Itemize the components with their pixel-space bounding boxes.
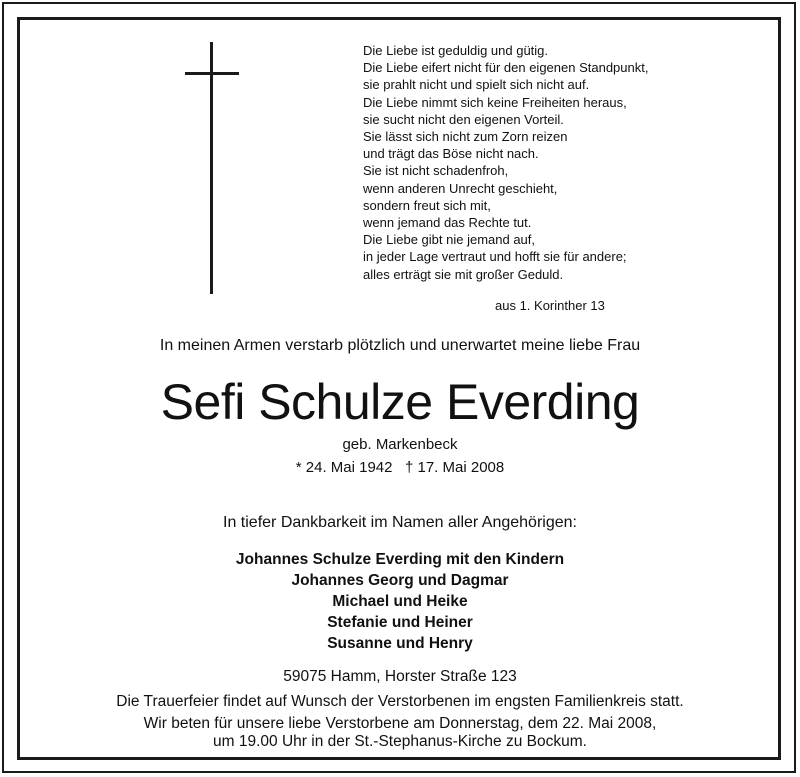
life-dates: * 24. Mai 1942 † 17. Mai 2008 bbox=[295, 459, 505, 476]
verse-line: wenn anderen Unrecht geschieht, bbox=[363, 180, 558, 196]
verse-line: sie prahlt nicht und spielt sich nicht auf. bbox=[363, 77, 590, 93]
verse-line: alles erträgt sie mit großer Geduld. bbox=[363, 266, 564, 282]
verse-source: aus 1. Korinther 13 bbox=[495, 298, 605, 313]
address-line: 59075 Hamm, Horster Straße 123 bbox=[283, 668, 517, 685]
mourners-list bbox=[0, 549, 800, 654]
maiden-name: geb. Markenbeck bbox=[342, 436, 458, 453]
mourner-entry: Michael und Heike bbox=[332, 593, 468, 610]
verse-line: Die Liebe eifert nicht für den eigenen Standpunkt, bbox=[363, 60, 649, 76]
prayer-line: um 19.00 Uhr in der St.-Stephanus-Kirche zu Bockum. bbox=[213, 733, 587, 750]
bible-verse bbox=[363, 42, 723, 313]
verse-line: und trägt das Böse nicht nach. bbox=[363, 146, 539, 162]
verse-line: in jeder Lage vertraut und hofft sie für andere; bbox=[363, 249, 627, 265]
mourner-entry: Johannes Schulze Everding mit den Kindern bbox=[235, 551, 565, 568]
verse-line: Die Liebe nimmt sich keine Freiheiten heraus, bbox=[363, 94, 627, 110]
verse-line: Die Liebe ist geduldig und gütig. bbox=[363, 43, 549, 58]
verse-line: wenn jemand das Rechte tut. bbox=[363, 215, 532, 231]
prayer-notice bbox=[0, 715, 800, 751]
mourner-entry: Stefanie und Heiner bbox=[327, 614, 473, 631]
prayer-line: Wir beten für unsere liebe Verstorbene am Donnerstag, dem 22. Mai 2008, bbox=[143, 715, 657, 732]
thanks-text: In tiefer Dankbarkeit im Namen aller Angehörigen: bbox=[223, 514, 577, 531]
verse-line: Sie lässt sich nicht zum Zorn reizen bbox=[363, 129, 568, 145]
verse-line: sie sucht nicht den eigenen Vorteil. bbox=[363, 111, 564, 127]
ceremony-notice: Die Trauerfeier findet auf Wunsch der Verstorbenen im engsten Familienkreis statt. bbox=[116, 693, 684, 710]
mourner-entry: Susanne und Henry bbox=[327, 635, 473, 652]
cross-horizontal-bar bbox=[185, 72, 239, 75]
deceased-name: Sefi Schulze Everding bbox=[160, 374, 640, 430]
mourner-entry: Johannes Georg und Dagmar bbox=[291, 572, 509, 589]
verse-line: sondern freut sich mit, bbox=[363, 197, 491, 213]
cross-vertical-bar bbox=[210, 42, 213, 294]
verse-line: Sie ist nicht schadenfroh, bbox=[363, 163, 509, 179]
verse-line: Die Liebe gibt nie jemand auf, bbox=[363, 232, 536, 248]
intro-text: In meinen Armen verstarb plötzlich und unerwartet meine liebe Frau bbox=[159, 337, 641, 354]
